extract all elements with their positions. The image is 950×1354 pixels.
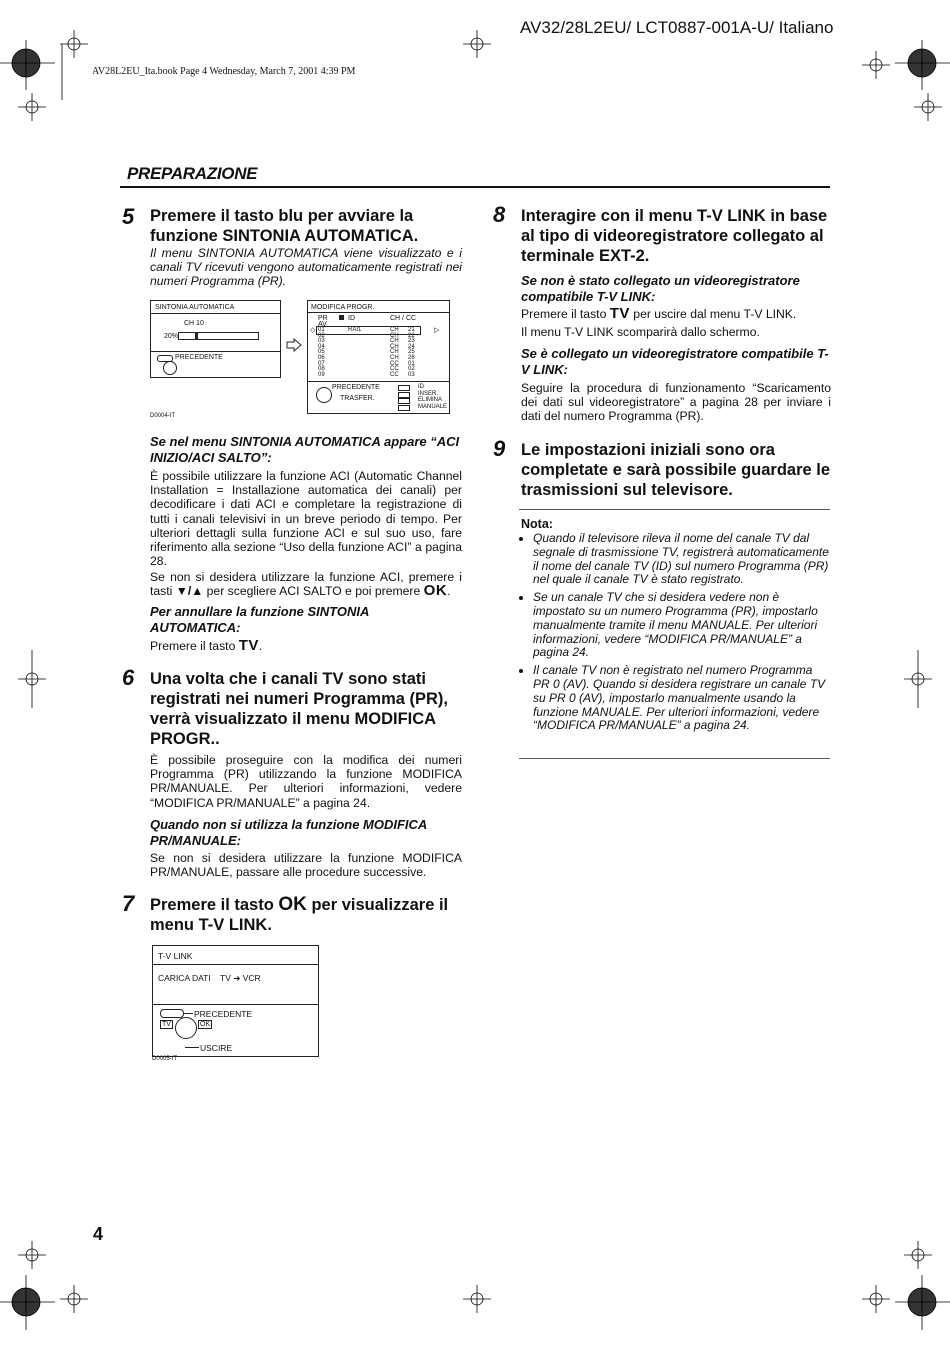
step-6-heading: Una volta che i canali TV sono stati registrati nei numeri Programma (PR), verrà visualizzato il menu MODIFICA PROGR.. — [150, 670, 448, 748]
color-key-label: MANUALE — [418, 403, 448, 410]
figure-code-d0004: D0004-IT — [150, 413, 176, 419]
step-6-paragraph-1: È possibile proseguire con la modifica dei numeri Programma (PR) utilizzando la funzione MODIFICA PR/MANUALE. Per ulteriori informazioni, vedere “MODIFICA PR/MANUALE” a pagina 24. — [150, 753, 462, 810]
osd-edit-cell-pr: 03 — [318, 338, 325, 345]
section-rule — [120, 186, 830, 188]
step-8-number: 8 — [493, 202, 506, 227]
osd-edit-cell-t: CC — [390, 366, 399, 373]
osd-auto-tuning — [150, 300, 281, 378]
back-key-icon — [160, 1009, 184, 1018]
osd-auto-channel: CH 10 — [184, 320, 204, 327]
osd-edit-cell-n: 25 — [408, 349, 415, 356]
section-title: PREPARAZIONE — [127, 164, 258, 183]
osd-edit-cell-t: CH — [390, 338, 399, 345]
color-key-icon — [398, 405, 410, 411]
ok-key: OK — [423, 582, 448, 600]
osd-edit-cell-pr: 07 — [318, 360, 325, 367]
osd-edit-cell-pr: 05 — [318, 349, 325, 356]
step-8-paragraph-2: Seguire la procedura di funzionamento “Scaricamento dei dati sul videoregistratore” a pagina 28 per inviare i dati del numero Programma (PR). — [521, 381, 831, 424]
note-title: Nota: — [521, 517, 553, 531]
osd-edit-cell-t: CH — [390, 349, 399, 356]
osd-edit-cell-n: 26 — [408, 355, 415, 361]
step-6-number: 6 — [122, 665, 135, 690]
step-5-heading: Premere il tasto blu per avviare la funzione SINTONIA AUTOMATICA. — [150, 207, 419, 245]
ok-key: OK — [278, 894, 307, 915]
next-arrow-icon — [286, 338, 302, 352]
color-key-label: ELIMINA — [418, 397, 443, 403]
osd-edit-cell-pr: 09 — [318, 371, 325, 378]
tv-key: TV — [238, 637, 259, 654]
step-7-number: 7 — [122, 891, 135, 916]
step-9-heading: Le impostazioni iniziali sono ora completate e sarà possibile guardare le trasmissioni sul televisore. — [521, 441, 831, 499]
step-8-heading: Interagire con il menu T-V LINK in base al tipo di videoregistratore collegato al terminale EXT-2. — [521, 207, 828, 265]
osd-edit-cell-t: CH — [390, 327, 399, 333]
aci-paragraph-2: Se non si desidera utilizzare la funzione ACI, premere i tasti ▼/▲ per scegliere ACI SALTO e poi premere OK. — [150, 570, 462, 600]
document-title: AV32/28L2EU/ LCT0887-001A-U/ Italiano — [520, 18, 834, 37]
osd-edit-cell-n: 22 — [408, 332, 415, 339]
dpad-icon — [175, 1017, 197, 1039]
osd-edit-cell-pr: 04 — [318, 343, 325, 350]
dpad-icon — [316, 387, 332, 403]
note-item: • Se un canale TV che si desidera vedere non è impostato su un numero Programma (PR), impostarlo manualmente tramite il menu MANUALE. Per ulteriori informazioni, vedere “MODIFICA PR/MANUALE” a pagina 24. — [533, 591, 830, 660]
osd-edit-title: MODIFICA PROGR. — [311, 304, 375, 311]
tv-key: TV — [609, 305, 630, 322]
selected-row-highlight — [316, 326, 421, 335]
osd-tvlink-flow: TV ➔ VCR — [220, 973, 261, 983]
tv-key-icon: TV — [162, 1021, 171, 1028]
dpad-icon — [163, 361, 177, 375]
osd-edit-col-chcc: CH / CC — [390, 315, 417, 322]
color-key-icon — [398, 385, 410, 391]
note-item: • Il canale TV non è registrato nel numero Programma PR 0 (AV). Quando si desidera registrare un canale TV su PR 0 (AV), impostarlo manualmente usando la funzione MANUALE. Per ulteriori informazioni, vedere “MODIFICA PR/MANUALE” a pagina 24. — [533, 664, 830, 733]
aci-paragraph-1: È possibile utilizzare la funzione ACI (Automatic Channel Installation = Installazione automatica dei canali) per decodificare i dati ACI e completare la registrazione di tutti i canali televisivi in un breve periodo di tempo. Per ulteriori dettagli sulla funzione ACI e sul suo uso, fare riferimento alla sezione “Uso della funzione ACI” a pagina 28. — [150, 469, 462, 569]
page-number: 4 — [93, 1224, 104, 1244]
step-5-description: Il menu SINTONIA AUTOMATICA viene visualizzato e i canali TV ricevuti vengono automaticamente registrati nei numeri Programma (PR). — [150, 246, 462, 289]
step-8-paragraph-1b: Il menu T-V LINK scomparirà dallo schermo. — [521, 325, 760, 339]
osd-edit-cell-n: 02 — [408, 366, 415, 373]
color-key-label: INSER. — [418, 390, 439, 397]
osd-edit-cell-t: CH — [390, 343, 399, 350]
step-6-subheading: Quando non si utilizza la funzione MODIFICA PR/MANUALE: — [150, 817, 427, 848]
ok-key-icon: OK — [200, 1021, 211, 1028]
note-list — [519, 532, 830, 737]
osd-edit-cell-n: 03 — [408, 371, 415, 378]
up-down-keys: ▼/▲ — [175, 584, 204, 599]
osd-edit-cell-t: CH — [390, 332, 399, 339]
osd-edit-cell-pr: 02 — [318, 332, 325, 339]
osd-edit-cell-id: RAI1 — [348, 327, 362, 333]
note-top-rule — [519, 509, 830, 510]
osd-edit-cell-t: CC — [390, 360, 399, 367]
osd-edit-av: AV — [318, 321, 327, 328]
color-key-icon — [398, 398, 410, 404]
osd-auto-progress — [178, 332, 259, 340]
note-item: • Quando il televisore rileva il nome del canale TV dal segnale di trasmissione TV, registrerà automaticamente il nome del canale TV (ID) sul numero Programma (PR) nel quale il canale TV è stato registrato. — [533, 532, 830, 587]
note-bottom-rule — [519, 758, 830, 759]
left-arrow-icon: ◇ — [310, 327, 316, 334]
osd-tvlink-back: PRECEDENTE — [194, 1009, 253, 1019]
osd-tvlink-exit: USCIRE — [200, 1043, 233, 1053]
cancel-heading: Per annullare la funzione SINTONIA AUTOMATICA: — [150, 604, 369, 635]
color-key-icon — [398, 392, 410, 398]
step-6-paragraph-2: Se non si desidera utilizzare la funzione MODIFICA PR/MANUALE, passare alle procedure successive. — [150, 851, 462, 880]
osd-edit-col-pr: PR — [318, 315, 328, 322]
osd-edit-cell-n: 21 — [408, 327, 415, 333]
step-7-heading: Premere il tasto OK per visualizzare il menu T-V LINK. — [150, 894, 449, 934]
osd-edit-programs — [307, 300, 450, 414]
osd-edit-cell-pr: 01 — [318, 327, 325, 333]
osd-edit-cell-n: 01 — [408, 360, 415, 367]
osd-auto-title: SINTONIA AUTOMATICA — [155, 304, 235, 311]
osd-edit-cell-n: 24 — [408, 343, 415, 350]
book-info-line: AV28L2EU_Ita.book Page 4 Wednesday, March 7, 2001 4:39 PM — [92, 66, 356, 77]
color-key-label: ID — [418, 384, 424, 390]
step-8-paragraph-1: Premere il tasto TV per uscire dal menu T-V LINK. — [521, 305, 797, 322]
osd-tvlink-title: T-V LINK — [158, 951, 193, 961]
osd-tvlink-item: CARICA DATI — [158, 973, 211, 983]
osd-edit-cell-n: 23 — [408, 338, 415, 345]
osd-edit-move: TRASFER. — [340, 395, 375, 402]
aci-heading: Se nel menu SINTONIA AUTOMATICA appare “ACI INIZIO/ACI SALTO”: — [150, 434, 460, 465]
osd-edit-cell-t: CH — [390, 355, 399, 361]
osd-auto-back: PRECEDENTE — [175, 354, 223, 361]
right-arrow-icon: ▷ — [434, 327, 440, 334]
figure-code-d0005: D0005-IT — [152, 1056, 178, 1062]
osd-tv-link — [152, 945, 319, 1057]
step-5-number: 5 — [122, 204, 135, 229]
osd-edit-back: PRECEDENTE — [332, 384, 380, 391]
osd-edit-cell-t: CC — [390, 371, 399, 378]
osd-edit-cell-pr: 06 — [318, 355, 325, 361]
osd-auto-percent: 20% — [164, 333, 179, 340]
cancel-text: Premere il tasto TV. — [150, 637, 263, 654]
step-8-sub-1: Se non è stato collegato un videoregistratore compatibile T-V LINK: — [521, 273, 800, 304]
osd-edit-col-id: ID — [348, 315, 355, 322]
step-9-number: 9 — [493, 436, 506, 461]
osd-edit-cell-pr: 08 — [318, 366, 325, 373]
lock-icon — [339, 315, 344, 320]
step-8-sub-2: Se è collegato un videoregistratore compatibile T-V LINK: — [521, 346, 829, 377]
